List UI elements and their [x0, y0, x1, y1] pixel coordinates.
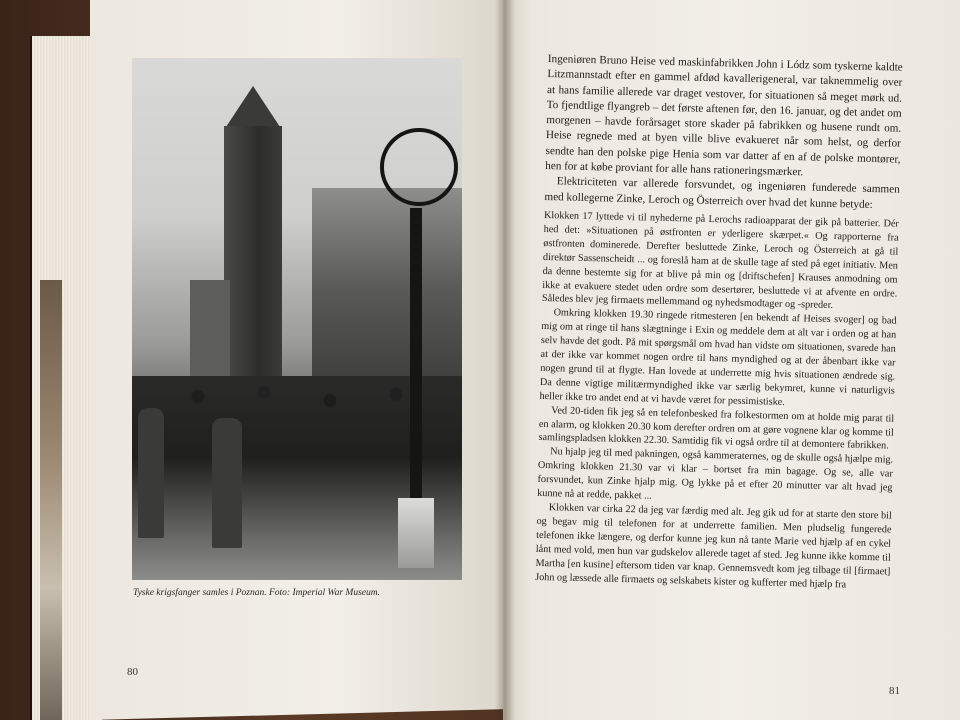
- quoted-passage: [535, 209, 899, 593]
- building-left: [190, 280, 230, 386]
- quote-paragraph: Klokken 17 lyttede vi til nyhederne på Lerochs radioapparat der gik på batterier. Dér hed det: »Situationen på østfronten er yderligere skærpet.« Og rapporterne fra østfronten dominerede. Derefter besluttede Zinke, Leroch og Österreich at gå til direktør Sassenscheidt ... og foreslå ham at de skulle tage af sted på eget initiativ. Men da denne bestemte sig for at blive på min og [driftschefen] Krauses anmodning om ikke at evakuere stedet uden ordre som desertører, besluttede vi at afvente en ordre. Således blev jeg firmaets mellemmand og nyhedsmodtager og -spreder.: [541, 209, 900, 312]
- historical-photo: [132, 58, 462, 580]
- right-page-text: [535, 52, 903, 593]
- church-tower: [224, 126, 282, 386]
- photo-caption: Tyske krigsfanger samles i Poznan. Foto: Imperial War Museum.: [133, 588, 380, 598]
- quote-paragraph: Klokken var cirka 22 da jeg var færdig med alt. Jeg gik ud for at starte den store bil og begav mig til telefonen for at underrette familien. Men pludselig fungerede telefonen ikke længere, og derfor kunne jeg kun nå tante Marie ved hjælp af en cykel lånt med vold, men hun var gudskelov allerede taget af sted. Jeg kunne ikke komme til Martha [en kusine] eftersom tiden var knap. Gennemsvedt kom jeg tilbage til [firmaet] John og læssede alle firmaets og selskabets kister og kufferter med hjælp fra: [535, 502, 892, 590]
- street-lamp-post: [410, 208, 422, 538]
- guard-figure: [138, 408, 164, 538]
- soldier-figure: [212, 418, 242, 548]
- quote-paragraph: Ved 20-tiden fik jeg så en telefonbesked fra folkestormen om at holde mig parat til en alarm, og klokken 20.30 kom derefter ordren om at gøre vognene klar og komme til samlingspladsen klokken 22.30. Samtidig fik vi også ordre til at demontere fabrikken.: [538, 404, 895, 452]
- quote-paragraph: Omkring klokken 19.30 ringede ritmesteren [en bekendt af Heises svoger] og bad mig om at ringe til hans slægtninge i Exin og meddele dem at alt var i orden og at han selv havde det godt. På mit spørgsmål om hvad han vidste om situationen, svarede han at der ikke var kommet nogen ordre til hans myndighed og at der åbenbart ikke var nogen grund til at flygte. Han lovede at underrette mig hvis situationen ændrede sig. Da denne vigtige militærmyndighed ikke var særlig bekymret, kunne vi naturligvis heller ikke tro andet end at vi havde været for pessimistiske.: [539, 307, 897, 408]
- page-number-left: 80: [127, 666, 138, 678]
- page-number-right: 81: [889, 685, 900, 697]
- book-gutter: [495, 0, 515, 720]
- quote-paragraph: Nu hjalp jeg til med pakningen, også kammeraternes, og de skulle også hjælpe mig. Omkring klokken 21.30 var vi klar – bortset fra min bagage. Og se, alle var forsvundet, kun Zinke hjalp mig. Og lykke på et efter 20 minutter var alt hvad jeg kunne nå at redde, pakket ...: [537, 446, 894, 502]
- street-lamp-base: [398, 498, 434, 568]
- tower-spire: [224, 86, 282, 130]
- body-paragraph: Ingeniøren Bruno Heise ved maskinfabrikken John i Lódz som tyskerne kaldte Litzmannstadt efter en gammel afdød kavallerigeneral, var taknemmelig over at hans familie allerede var draget vestover, for situationen så meget mørk ud. To fjendtlige flyangreb – det første aftenen før, den 16. januar, og det andet om morgenen – havde forårsaget store skader på fabrikken og husene rundt om. Heise regnede med at byen ville blive evakueret når som helst, og derfor sendte han den polske pige Henia som var datter af en af de polske montører, hen for at købe proviant for alle hans rationeringsmærker.: [545, 52, 903, 179]
- body-paragraph: Elektriciteten var allerede forsvundet, og ingeniøren funderede sammen med kollegerne Zinke, Leroch og Österreich over hvad det kunne betyde:: [544, 175, 900, 211]
- street-lamp-head: [380, 128, 458, 206]
- castle-ruins: [312, 188, 462, 388]
- book-spine: [40, 280, 62, 720]
